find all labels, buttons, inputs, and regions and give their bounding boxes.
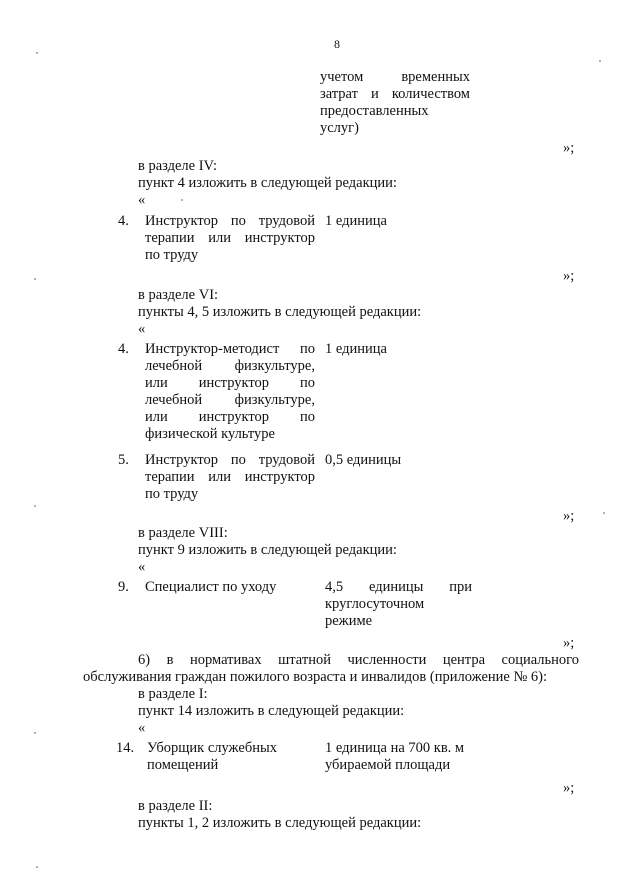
cont-line-1: учетом временных: [320, 69, 470, 85]
opening-quote: «: [138, 559, 146, 575]
scan-speck: [34, 732, 36, 734]
scan-speck: [36, 52, 38, 54]
row-name-line: физической культуре: [145, 426, 275, 442]
section-heading: в разделе I:: [138, 686, 208, 702]
section-instruction: пункты 1, 2 изложить в следующей редакции:: [138, 815, 422, 831]
section-instruction: пункты 4, 5 изложить в следующей редакции:: [138, 304, 422, 320]
scan-speck: [603, 512, 605, 514]
row-name-line: или инструктор по: [145, 375, 315, 391]
scan-speck: [36, 866, 38, 868]
row-name-line: Инструктор-методист по: [145, 341, 315, 357]
row-name: Специалист по уходу: [145, 579, 277, 595]
section-heading: в разделе VI:: [138, 287, 219, 303]
opening-quote: «: [138, 720, 146, 736]
page-number: 8: [334, 37, 340, 51]
row-number: 5.: [118, 452, 129, 468]
row-value-line: убираемой площади: [325, 757, 451, 773]
row-name-line: лечебной физкультуре,: [145, 358, 315, 374]
closing-quote: »;: [563, 268, 575, 284]
section-instruction: пункт 4 изложить в следующей редакции:: [138, 175, 397, 191]
paragraph-line: обслуживания граждан пожилого возраста и инвалидов (приложение № 6):: [83, 669, 548, 685]
row-name-line: терапии или инструктор: [145, 469, 315, 485]
row-number: 4.: [118, 341, 129, 357]
row-number: 14.: [116, 740, 135, 756]
section-instruction: пункт 14 изложить в следующей редакции:: [138, 703, 405, 719]
row-number: 9.: [118, 579, 129, 595]
section-instruction: пункт 9 изложить в следующей редакции:: [138, 542, 397, 558]
scan-speck: [181, 199, 183, 201]
row-name-line: лечебной физкультуре,: [145, 392, 315, 408]
cont-line-3: предоставленных: [320, 103, 429, 119]
cont-line-4: услуг): [320, 120, 359, 136]
closing-quote: »;: [563, 140, 575, 156]
paragraph-line: 6) в нормативах штатной численности центра социального: [138, 652, 579, 668]
row-value-line: круглосуточном: [325, 596, 425, 612]
opening-quote: «: [138, 321, 146, 337]
row-value-line: 1 единица на 700 кв. м: [325, 740, 465, 756]
row-value: 1 единица: [325, 341, 387, 357]
row-number: 4.: [118, 213, 129, 229]
section-heading: в разделе II:: [138, 798, 213, 814]
closing-quote: »;: [563, 508, 575, 524]
row-name-line: по труду: [145, 486, 199, 502]
closing-quote: »;: [563, 635, 575, 651]
row-value-line: режиме: [325, 613, 373, 629]
scan-speck: [34, 505, 36, 507]
row-name-line: Уборщик служебных: [147, 740, 277, 756]
row-name-line: Инструктор по трудовой: [145, 213, 315, 229]
scan-speck: [34, 278, 36, 280]
row-name-line: терапии или инструктор: [145, 230, 315, 246]
closing-quote: »;: [563, 780, 575, 796]
row-name-line: помещений: [147, 757, 219, 773]
row-value: 0,5 единицы: [325, 452, 402, 468]
row-value: 1 единица: [325, 213, 387, 229]
section-heading: в разделе VIII:: [138, 525, 228, 541]
row-name-line: по труду: [145, 247, 199, 263]
row-name-line: или инструктор по: [145, 409, 315, 425]
row-value-line: 4,5 единицы при: [325, 579, 472, 595]
scan-speck: [599, 60, 601, 62]
cont-line-2: затрат и количеством: [320, 86, 470, 102]
opening-quote: «: [138, 192, 146, 208]
section-heading: в разделе IV:: [138, 158, 217, 174]
row-name-line: Инструктор по трудовой: [145, 452, 315, 468]
